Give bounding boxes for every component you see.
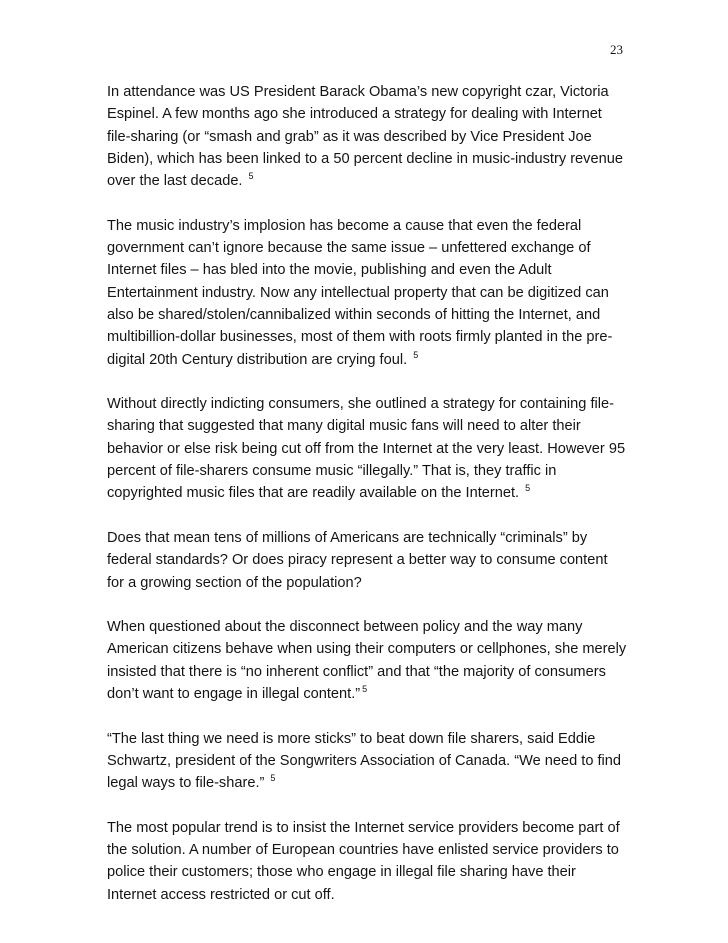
paragraph bbox=[107, 728, 627, 795]
footnote-reference: 5 bbox=[525, 483, 531, 494]
footnote-reference: 5 bbox=[248, 171, 254, 182]
paragraph bbox=[107, 81, 627, 192]
footnote-reference: 5 bbox=[413, 349, 419, 360]
paragraph bbox=[107, 527, 627, 594]
footnote-reference: 5 bbox=[270, 773, 276, 784]
paragraph-text: The most popular trend is to insist the Internet service providers become part of the solution. A number of European countries have enlisted service providers to police their customers; those who engage in illegal file sharing have their Internet access restricted or cut off. bbox=[107, 819, 620, 903]
footnote-reference: 5 bbox=[362, 684, 368, 695]
paragraph-text: Does that mean tens of millions of Americans are technically “criminals” by federal standards? Or does piracy represent a better way to consume content for a growing section of the population? bbox=[107, 529, 608, 591]
paragraph bbox=[107, 393, 627, 504]
paragraph bbox=[107, 616, 627, 705]
paragraph-text: When questioned about the disconnect between policy and the way many American citizens behave when using their computers or cellphones, she merely insisted that there is “no inherent conflict” and that “the majority of consumers don’t want to engage in illegal content.” bbox=[107, 619, 627, 703]
body-text bbox=[107, 81, 627, 906]
paragraph-text: Without directly indicting consumers, she outlined a strategy for containing file-sharing that suggested that many digital music fans will need to alter their behavior or else risk being cut off from the Internet at the very least. However 95 percent of file-sharers consume music “illegally.” That is, they traffic in copyrighted music files that are readily available on the Internet. bbox=[107, 396, 626, 502]
paragraph-text: The music industry’s implosion has become a cause that even the federal government can’t ignore because the same issue – unfettered exchange of Internet files – has bled into the movie, publishing and even the Adult Entertainment industry. Now any intellectual property that can be digitized can also be shared/stolen/cannibalized within seconds of hitting the Internet, and multibillion-dollar businesses, most of them with roots firmly planted in the pre-digital 20th Century distribution are crying foul. bbox=[107, 217, 613, 368]
paragraph-text: “The last thing we need is more sticks” to beat down file sharers, said Eddie Schwartz, president of the Songwriters Association of Canada. “We need to find legal ways to file-share.” bbox=[107, 730, 622, 792]
paragraph bbox=[107, 215, 627, 371]
page-number: 23 bbox=[610, 42, 623, 57]
paragraph-text: In attendance was US President Barack Obama’s new copyright czar, Victoria Espinel. A few months ago she introduced a strategy for dealing with Internet file-sharing (or “smash and grab” as it was described by Vice President Joe Biden), which has been linked to a 50 percent decline in music-industry revenue over the last decade. bbox=[107, 84, 623, 190]
paragraph bbox=[107, 817, 627, 906]
